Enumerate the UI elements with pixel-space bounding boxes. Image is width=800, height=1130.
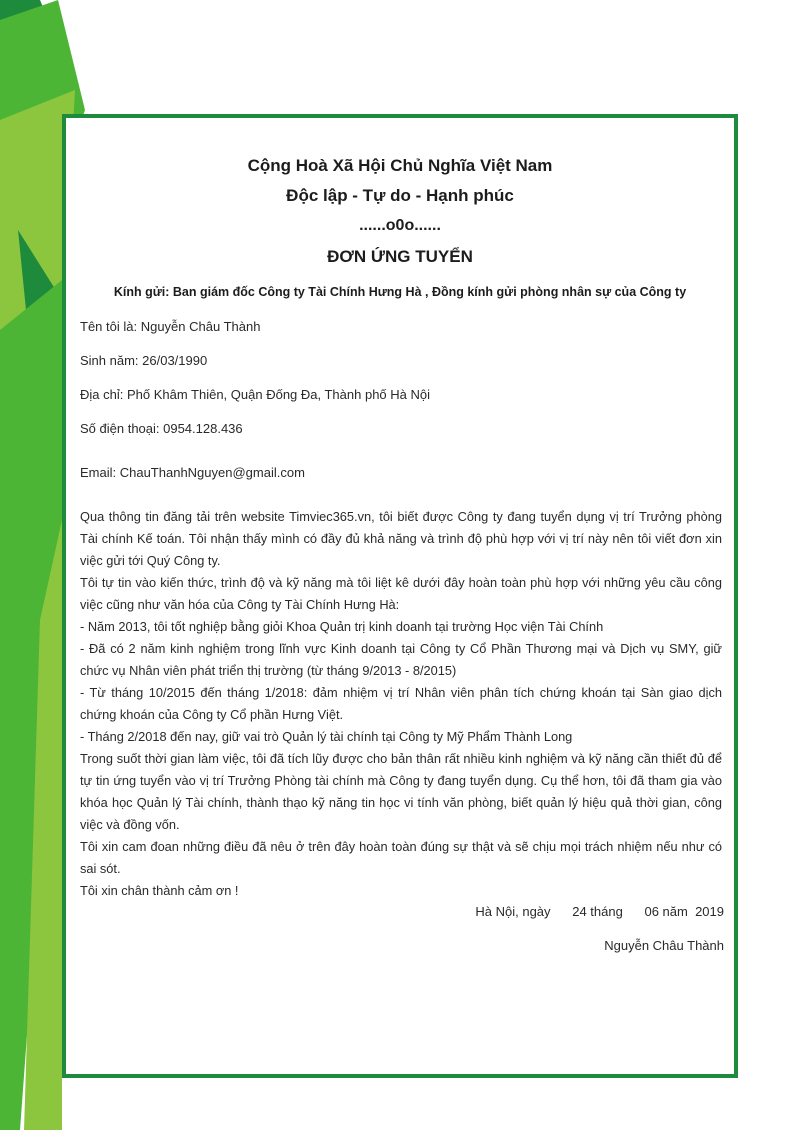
info-email: Email: ChauThanhNguyen@gmail.com: [80, 465, 305, 480]
info-name: Tên tôi là: Nguyễn Châu Thành: [80, 319, 261, 334]
paragraph-commitment: Tôi xin cam đoan những điều đã nêu ở trên đây hoàn toàn đúng sự thật và sẽ chịu mọi trách nhiệm nếu như có sai sót.: [80, 839, 722, 876]
recipient-line: Kính gửi: Ban giám đốc Công ty Tài Chính Hưng Hà , Đồng kính gửi phòng nhân sự của Công ty: [113, 285, 687, 299]
bullet-education: - Năm 2013, tôi tốt nghiệp bằng giỏi Khoa Quản trị kinh doanh tại trường Học viện Tài Chính: [80, 619, 604, 634]
motto-heading: Độc lập - Tự do - Hạnh phúc: [286, 186, 514, 205]
paragraph-confidence: Tôi tự tin vào kiến thức, trình độ và kỹ năng mà tôi liệt kê dưới đây hoàn toàn phù hợp với những yêu cầu công việc cũng như văn hóa của Công ty Tài Chính Hưng Hà:: [80, 575, 722, 612]
paragraph-thanks: Tôi xin chân thành cảm ơn !: [80, 883, 239, 898]
document-frame: [62, 114, 738, 1078]
separator: ......o0o......: [359, 217, 441, 234]
bullet-experience-smy: - Đã có 2 năm kinh nghiệm trong lĩnh vực Kinh doanh tại Công ty Cổ Phần Thương mại và Dịch vụ SMY, giữ chức vụ Nhân viên phát triển thị trường (từ tháng 9/2013 - 8/2015): [80, 641, 722, 678]
paragraph-skills: Trong suốt thời gian làm việc, tôi đã tích lũy được cho bản thân rất nhiều kinh nghiệm và kỹ năng cần thiết đủ để tự tin ứng tuyển vào vị trí Trưởng Phòng tài chính mà Công ty đang tuyển dụng. Cụ thể hơn, tôi đã tham gia vào khóa học Quản lý Tài chính, thành thạo kỹ năng tin học vi tính văn phòng, biết quản lý hiệu quả thời gian, công việc và đồng vốn.: [80, 751, 722, 832]
info-birth: Sinh năm: 26/03/1990: [80, 353, 208, 368]
bullet-experience-hung-viet: - Từ tháng 10/2015 đến tháng 1/2018: đảm nhiệm vị trí Nhân viên phân tích chứng khoán tại Sàn giao dịch chứng khoán của Công ty Cổ phần Hưng Việt.: [80, 685, 722, 722]
info-address: Địa chỉ: Phố Khâm Thiên, Quận Đống Đa, Thành phố Hà Nội: [80, 387, 431, 402]
document-title: ĐƠN ỨNG TUYỂN: [327, 247, 473, 266]
bullet-experience-thanh-long: - Tháng 2/2018 đến nay, giữ vai trò Quản lý tài chính tại Công ty Mỹ Phẩm Thành Long: [80, 729, 573, 744]
date-line: Hà Nội, ngày 24 tháng 06 năm 2019: [475, 904, 724, 919]
letter-body: [80, 506, 722, 902]
info-phone: Số điện thoại: 0954.128.436: [80, 421, 243, 436]
paragraph-intro: Qua thông tin đăng tải trên website Timviec365.vn, tôi biết được Công ty đang tuyển dụng vị trí Trưởng phòng Tài chính Kế toán. Tôi nhận thấy mình có đầy đủ khả năng và trình độ phù hợp với vị trí này nên tôi viết đơn xin việc gửi tới Quý Công ty.: [80, 509, 722, 568]
signature-name: Nguyễn Châu Thành: [604, 938, 724, 953]
country-heading: Cộng Hoà Xã Hội Chủ Nghĩa Việt Nam: [247, 156, 553, 175]
